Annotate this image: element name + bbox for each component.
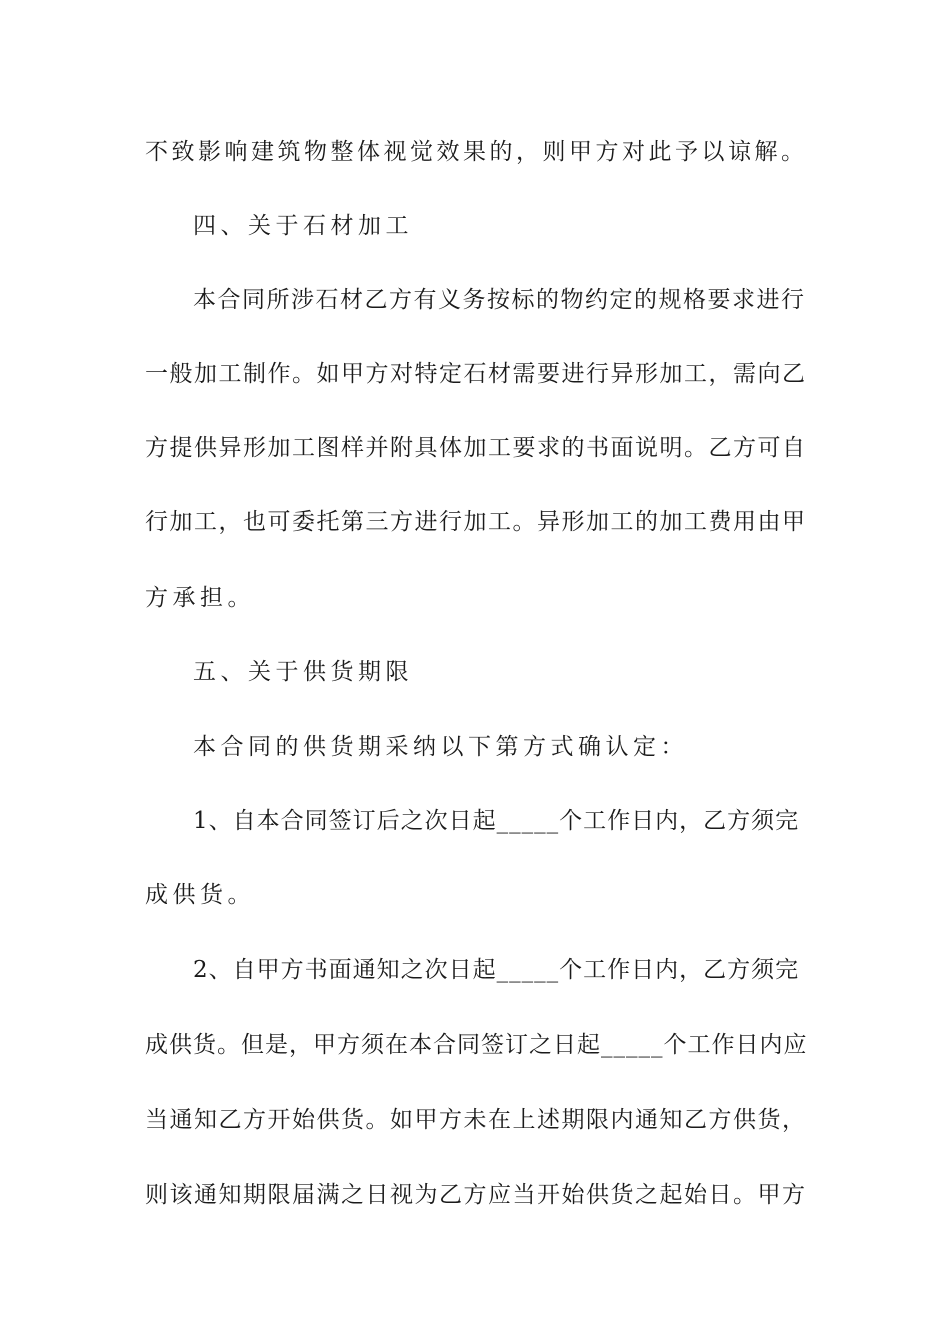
section-heading: 四、关于石材加工 <box>193 213 413 239</box>
paragraph-line: 本合同的供货期采纳以下第方式确认定： <box>193 734 688 760</box>
paragraph-line: 则该通知期限届满之日视为乙方应当开始供货之起始日。甲方 <box>145 1182 807 1208</box>
list-item: 2、自甲方书面通知之次日起_____个工作日内，乙方须完 <box>193 957 800 983</box>
paragraph-line: 方承担。 <box>145 585 255 611</box>
paragraph-line: 方提供异形加工图样并附具体加工要求的书面说明。乙方可自 <box>145 435 807 461</box>
paragraph-line: 不致影响建筑物整体视觉效果的，则甲方对此予以谅解。 <box>145 139 808 165</box>
paragraph-line: 行加工，也可委托第三方进行加工。异形加工的加工费用由甲 <box>145 509 807 535</box>
paragraph-line: 当通知乙方开始供货。如甲方未在上述期限内通知乙方供货， <box>145 1107 807 1133</box>
paragraph-line: 成供货。但是，甲方须在本合同签订之日起_____个工作日内应 <box>145 1032 808 1058</box>
section-heading: 五、关于供货期限 <box>193 659 413 685</box>
list-item: 1、自本合同签订后之次日起_____个工作日内，乙方须完 <box>193 808 800 834</box>
paragraph-line: 成供货。 <box>145 882 255 908</box>
paragraph-line: 本合同所涉石材乙方有义务按标的物约定的规格要求进行 <box>193 287 806 313</box>
paragraph-line: 一般加工制作。如甲方对特定石材需要进行异形加工，需向乙 <box>145 361 807 387</box>
